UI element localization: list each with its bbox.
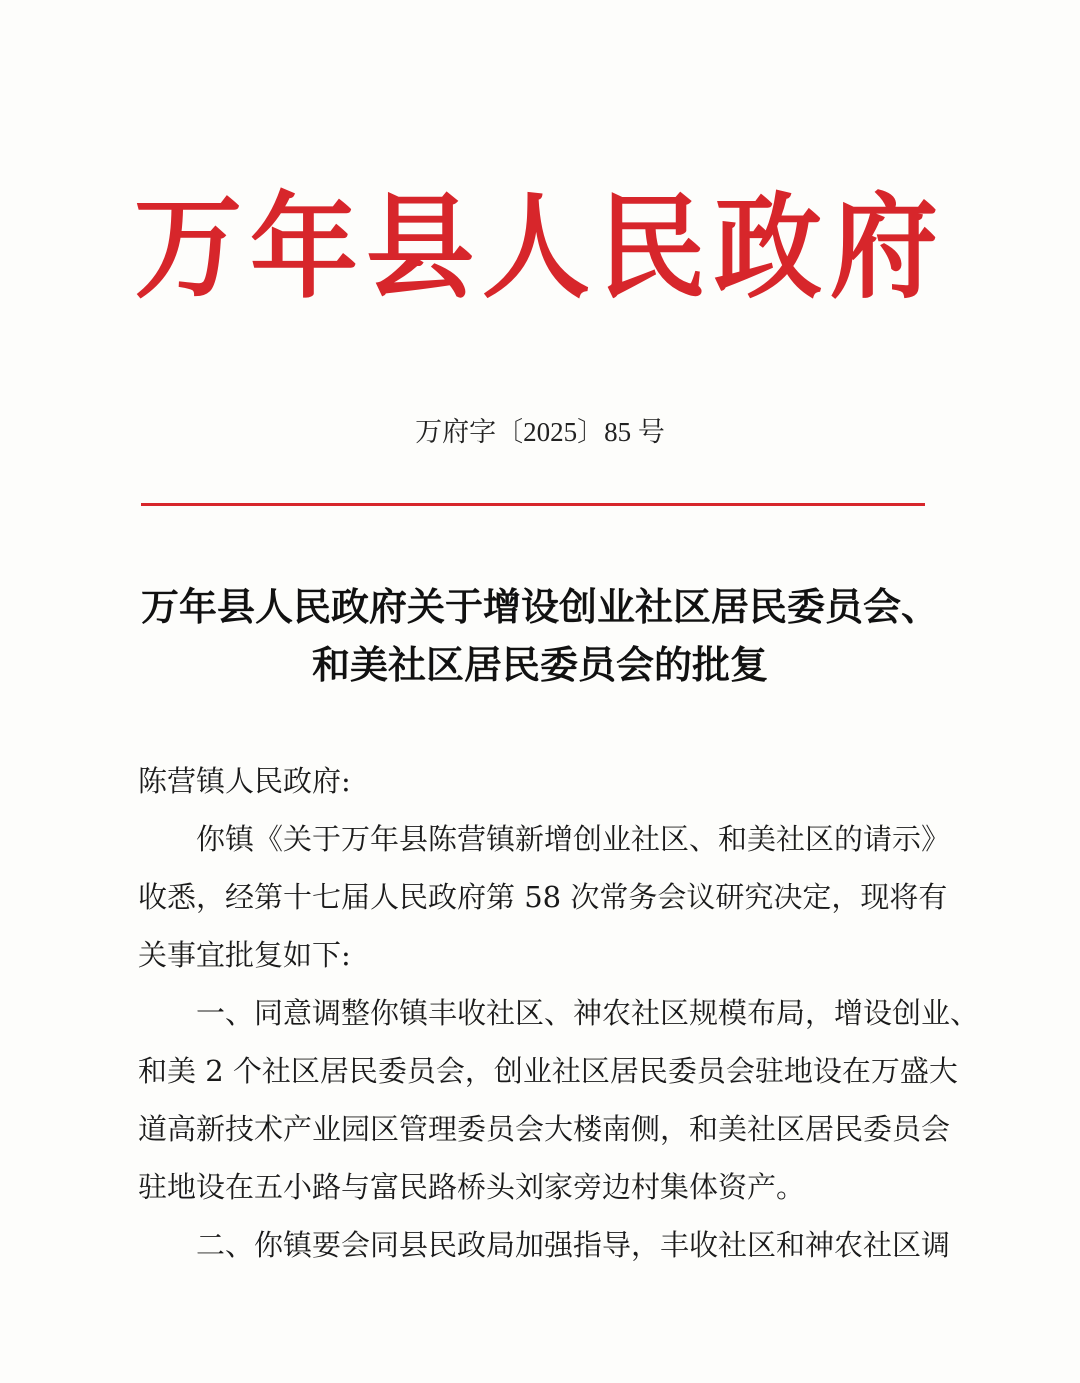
body-line: 和美 2 个社区居民委员会，创业社区居民委员会驻地设在万盛大 bbox=[138, 1054, 958, 1088]
red-divider bbox=[141, 503, 925, 506]
title-line-2: 和美社区居民委员会的批复 bbox=[311, 642, 768, 687]
body-line: 你镇《关于万年县陈营镇新增创业社区、和美社区的请示》 bbox=[196, 822, 951, 856]
body-line: 道高新技术产业园区管理委员会大楼南侧，和美社区居民委员会 bbox=[138, 1112, 951, 1146]
document-body bbox=[138, 752, 980, 1274]
document-title bbox=[0, 578, 1080, 694]
body-line: 收悉，经第十七届人民政府第 58 次常务会议研究决定，现将有 bbox=[138, 880, 948, 914]
body-line: 驻地设在五小路与富民路桥头刘家旁边村集体资产。 bbox=[138, 1170, 806, 1204]
issuer-header: 万年县人民政府 bbox=[133, 181, 946, 315]
body-line: 关事宜批复如下: bbox=[138, 938, 351, 972]
title-line-1: 万年县人民政府关于增设创业社区居民委员会、 bbox=[140, 584, 939, 629]
body-line: 二、你镇要会同县民政局加强指导，丰收社区和神农社区调 bbox=[196, 1228, 951, 1262]
addressee: 陈营镇人民政府: bbox=[138, 764, 351, 798]
body-line: 一、同意调整你镇丰收社区、神农社区规模布局，增设创业、 bbox=[196, 996, 980, 1030]
document-number: 万府字〔2025〕85 号 bbox=[415, 417, 665, 447]
